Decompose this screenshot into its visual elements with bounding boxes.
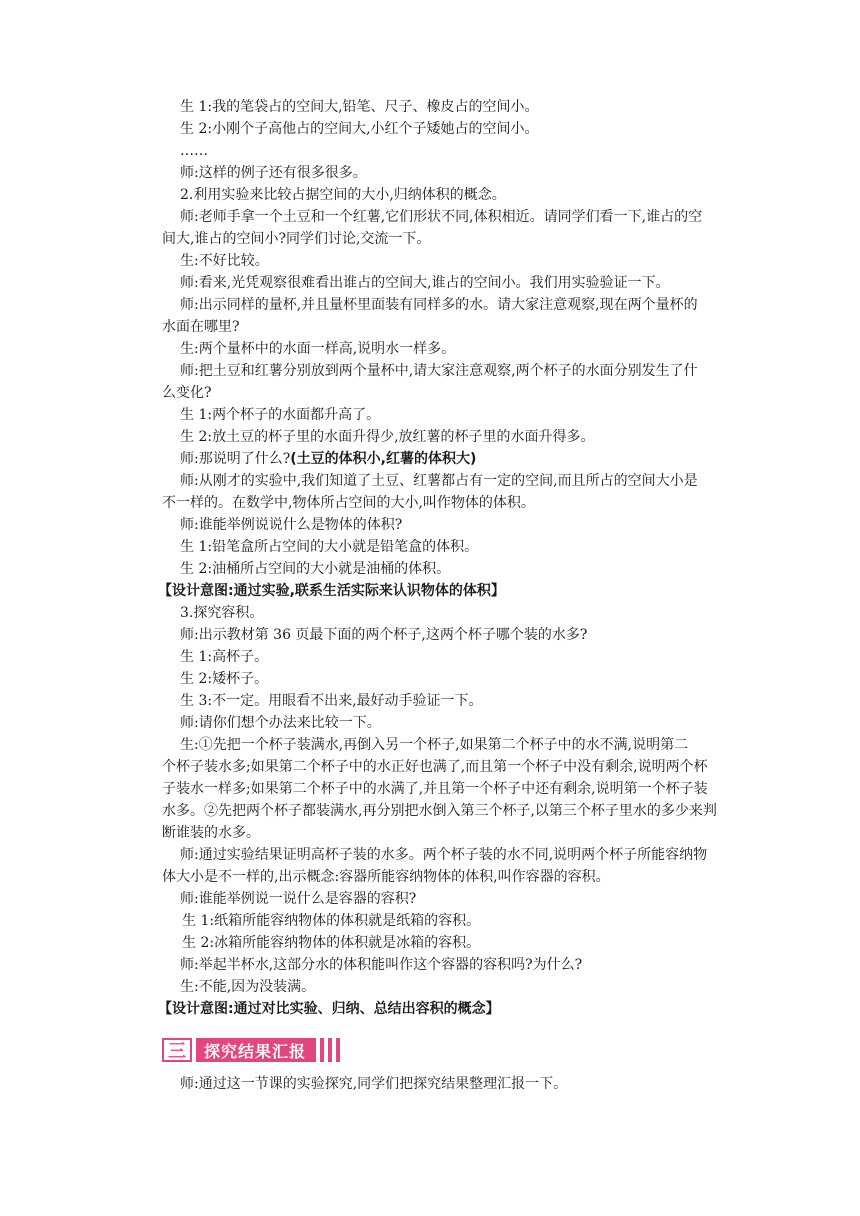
paragraph-line: 师:这样的例子还有很多很多。 [180, 165, 367, 181]
paragraph-line: 生:两个量杯中的水面一样高,说明水一样多。 [180, 341, 456, 357]
paragraph-line: 生 1:我的笔袋占的空间大,铅笔、尺子、橡皮占的空间小。 [180, 99, 539, 115]
paragraph-line: 断谁装的水多。 [162, 825, 260, 841]
paragraph-line: 生 2:矮杯子。 [180, 671, 269, 687]
section-banner [162, 1037, 356, 1063]
paragraph-line: 师:出示教材第 36 页最下面的两个杯子,这两个杯子哪个装的水多? [180, 627, 588, 643]
paragraph-line: 么变化? [162, 385, 212, 401]
paragraph-line: 师:请你们想个办法来比较一下。 [180, 715, 381, 731]
paragraph-line: 师:从刚才的实验中,我们知道了土豆、红薯都占有一定的空间,而且所占的空间大小是 [180, 473, 698, 489]
paragraph-line: 师:谁能举例说一说什么是容器的容积? [180, 891, 417, 907]
paragraph-line: 生 2:放土豆的杯子里的水面升得少,放红薯的杯子里的水面升得多。 [180, 429, 595, 445]
paragraph-line: 2.利用实验来比较占据空间的大小,归纳体积的概念。 [180, 187, 506, 203]
paragraph-line: 水多。②先把两个杯子都装满水,再分别把水倒入第三个杯子,以第三个杯子里水的多少来判 [162, 803, 717, 819]
question-text: 师:那说明了什么? [180, 451, 291, 467]
paragraph-line: 师:通过实验结果证明高杯子装的水多。两个杯子装的水不同,说明两个杯子所能容纳物 [180, 847, 708, 863]
paragraph-line: 生:不能,因为没装满。 [180, 979, 316, 995]
paragraph-line: …… [180, 143, 208, 159]
paragraph-line: 师:看来,光凭观察很难看出谁占的空间大,谁占的空间小。我们用实验验证一下。 [180, 275, 670, 291]
section-number: 三 [162, 1038, 192, 1062]
paragraph-line: 子装水一样多;如果第二个杯子中的水满了,并且第一个杯子中还有剩余,说明第一个杯子装 [162, 781, 708, 797]
final-paragraph [162, 1073, 742, 1095]
paragraph-line: 师:举起半杯水,这部分水的体积能叫作这个容器的容积吗?为什么? [180, 957, 583, 973]
answer-bold: (土豆的体积小,红薯的体积大) [290, 451, 477, 467]
document-body [158, 96, 742, 1020]
paragraph-line: 生 1:高杯子。 [180, 649, 269, 665]
paragraph-line: 师:通过这一节课的实验探究,同学们把探究结果整理汇报一下。 [180, 1076, 568, 1092]
paragraph-line: 生 1:纸箱所能容纳物体的体积就是纸箱的容积。 [182, 913, 481, 929]
paragraph-line: 3.探究容积。 [180, 605, 264, 621]
banner-stripe [336, 1038, 340, 1062]
paragraph-line: 师:出示同样的量杯,并且量杯里面装有同样多的水。请大家注意观察,现在两个量杯的 [180, 297, 698, 313]
paragraph-line: 间大,谁占的空间小?同学们讨论,交流一下。 [162, 231, 431, 247]
paragraph-line: 生 2:油桶所占空间的大小就是油桶的体积。 [180, 561, 451, 577]
banner-stripe [328, 1038, 332, 1062]
paragraph-line: 生 2:冰箱所能容纳物体的体积就是冰箱的容积。 [182, 935, 481, 951]
paragraph-line [162, 448, 742, 470]
paragraph-line: 生 2:小刚个子高他占的空间大,小红个子矮她占的空间小。 [180, 121, 539, 137]
paragraph-line: 不一样的。在数学中,物体所占空间的大小,叫作物体的体积。 [162, 495, 535, 511]
banner-stripe [320, 1038, 324, 1062]
paragraph-line: 师:谁能举例说说什么是物体的体积? [180, 517, 403, 533]
section-title: 探究结果汇报 [196, 1038, 316, 1062]
paragraph-line: 师:老师手拿一个土豆和一个红薯,它们形状不同,体积相近。请同学们看一下,谁占的空 [180, 209, 703, 225]
paragraph-line: 生 1:铅笔盒所占空间的大小就是铅笔盒的体积。 [180, 539, 479, 555]
paragraph-line: 水面在哪里? [162, 319, 240, 335]
paragraph-line: 师:把土豆和红薯分别放到两个量杯中,请大家注意观察,两个杯子的水面分别发生了什 [180, 363, 698, 379]
design-intent-note: 【设计意图:通过对比实验、归纳、总结出容积的概念】 [158, 1001, 500, 1017]
paragraph-line: 生 1:两个杯子的水面都升高了。 [180, 407, 381, 423]
paragraph-line: 生 3:不一定。用眼看不出来,最好动手验证一下。 [180, 693, 483, 709]
paragraph-line: 生:①先把一个杯子装满水,再倒入另一个杯子,如果第二个杯子中的水不满,说明第二 [180, 737, 689, 753]
paragraph-line: 个杯子装水多;如果第二个杯子中的水正好也满了,而且第一个杯子中没有剩余,说明两个杯 [162, 759, 708, 775]
paragraph-line: 体大小是不一样的,出示概念:容器所能容纳物体的体积,叫作容器的容积。 [162, 869, 610, 885]
design-intent-note: 【设计意图:通过实验,联系生活实际来认识物体的体积】 [158, 583, 505, 599]
paragraph-line: 生:不好比较。 [180, 253, 269, 269]
